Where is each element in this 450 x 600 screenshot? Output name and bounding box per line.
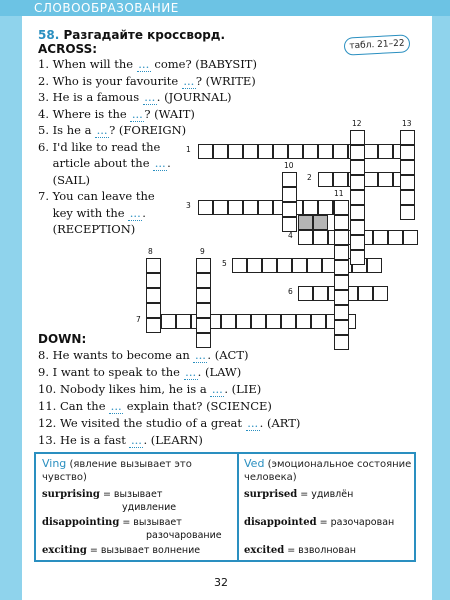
clue-number: 9 <box>200 247 205 256</box>
clue-text: . <box>167 156 171 170</box>
answer-blank[interactable]: ... <box>247 416 259 430</box>
crossword-cell[interactable] <box>161 314 176 329</box>
crossword-cell[interactable] <box>243 200 258 215</box>
clue-line <box>38 156 171 171</box>
crossword-cell[interactable] <box>350 160 365 175</box>
clue-number: 2 <box>307 173 312 182</box>
crossword-cell[interactable] <box>298 286 313 301</box>
crossword-cell[interactable] <box>400 175 415 190</box>
table-row: disappointing = вызывает <box>42 517 182 528</box>
crossword-cell[interactable] <box>311 314 326 329</box>
crossword-cell[interactable] <box>334 230 349 245</box>
clue-text: 2. Who is your favourite <box>38 73 182 88</box>
clue-number: 6 <box>288 287 293 296</box>
crossword-cell[interactable] <box>313 230 328 245</box>
page-number: 32 <box>214 576 228 589</box>
clue-line <box>38 416 300 431</box>
clue-number: 1 <box>186 145 191 154</box>
crossword-cell[interactable] <box>196 318 211 333</box>
clue-line <box>38 365 241 380</box>
crossword-cell[interactable] <box>298 230 313 245</box>
crossword-cell[interactable] <box>277 258 292 273</box>
clue-text: 6. I'd like to read the <box>38 139 161 154</box>
crossword-cell[interactable] <box>400 130 415 145</box>
crossword-cell[interactable] <box>350 220 365 235</box>
clue-line <box>38 433 203 448</box>
ved-key: Ved <box>244 457 265 470</box>
task-title <box>38 28 225 42</box>
crossword-cell-shaded <box>313 215 328 230</box>
clue-text: 13. He is a fast <box>38 433 130 447</box>
answer-blank[interactable]: ... <box>110 399 122 413</box>
clue-number: 5 <box>222 259 227 268</box>
crossword-cell[interactable] <box>146 303 161 318</box>
crossword-cell[interactable] <box>196 288 211 303</box>
clue-text: 9. I want to speak to the <box>38 365 184 379</box>
crossword-cell[interactable] <box>400 145 415 160</box>
crossword-cell[interactable] <box>282 172 297 187</box>
clue-text: 3. He is a famous <box>38 90 143 104</box>
answer-blank[interactable]: ... <box>211 382 223 396</box>
clue-text: ? (FOREIGN) <box>109 123 187 137</box>
ving-key: Ving <box>42 457 67 470</box>
crossword-cell[interactable] <box>273 144 288 159</box>
crossword-cell[interactable] <box>350 145 365 160</box>
clue-line <box>38 189 155 203</box>
crossword-cell[interactable] <box>318 144 333 159</box>
clue-line <box>38 173 90 187</box>
crossword-cell[interactable] <box>196 258 211 273</box>
crossword-cell[interactable] <box>350 190 365 205</box>
crossword-cell[interactable] <box>221 314 236 329</box>
crossword-cell[interactable] <box>176 314 191 329</box>
clue-line <box>38 348 248 363</box>
clue-text: 5. Is he a <box>38 123 96 137</box>
crossword-cell[interactable] <box>350 235 365 250</box>
crossword-cell[interactable] <box>236 314 251 329</box>
crossword-cell[interactable] <box>213 144 228 159</box>
clue-text: . (LAW) <box>197 365 242 379</box>
crossword-cell[interactable] <box>334 260 349 275</box>
crossword-cell[interactable] <box>313 286 328 301</box>
clue-number: 7 <box>136 315 141 324</box>
crossword-cell[interactable] <box>303 144 318 159</box>
clue-text: ? (WAIT) <box>144 106 195 121</box>
clue-line <box>38 206 146 221</box>
table-row: surprising = вызывает <box>42 489 163 500</box>
crossword-cell[interactable] <box>378 144 393 159</box>
crossword-cell[interactable] <box>350 250 365 265</box>
clue-line <box>38 399 272 414</box>
crossword-cell[interactable] <box>258 144 273 159</box>
ving-header <box>42 457 232 484</box>
crossword-cell[interactable] <box>243 144 258 159</box>
answer-blank[interactable]: ... <box>131 106 143 121</box>
crossword-cell[interactable] <box>334 335 349 350</box>
crossword-cell[interactable] <box>282 202 297 217</box>
clue-text: explain that? (SCIENCE) <box>123 399 272 413</box>
clue-text: . (ART) <box>259 416 301 430</box>
crossword-cell[interactable] <box>400 190 415 205</box>
crossword-cell[interactable] <box>232 258 247 273</box>
clue-text: 11. Can the <box>38 399 110 413</box>
ved-desc: (эмоциональное состояние человека) <box>244 459 412 483</box>
table-row: disappointed = разочарован <box>244 517 395 528</box>
clue-number: 10 <box>284 161 294 170</box>
answer-blank[interactable]: ... <box>183 73 195 88</box>
clue-number: 13 <box>402 119 412 128</box>
clue-text: article about the <box>38 156 154 170</box>
crossword-cell[interactable] <box>318 172 333 187</box>
answer-blank[interactable]: ... <box>154 156 166 170</box>
clue-text: 4. Where is the <box>38 106 131 121</box>
crossword-cell[interactable] <box>334 275 349 290</box>
crossword-cell[interactable] <box>373 230 388 245</box>
crossword-cell[interactable] <box>350 130 365 145</box>
crossword-cell[interactable] <box>303 200 318 215</box>
crossword-cell[interactable] <box>247 258 262 273</box>
crossword-cell[interactable] <box>251 314 266 329</box>
crossword-cell[interactable] <box>213 200 228 215</box>
crossword-cell[interactable] <box>334 320 349 335</box>
clue-line <box>38 123 186 138</box>
crossword-cell[interactable] <box>334 305 349 320</box>
crossword-cell[interactable] <box>318 200 333 215</box>
clue-text: (RECEPTION) <box>38 222 136 236</box>
crossword-cell[interactable] <box>266 314 281 329</box>
answer-blank[interactable]: ... <box>194 348 206 362</box>
clue-text: 12. We visited the studio of a great <box>38 416 246 430</box>
table-row: surprised = удивлён <box>244 489 354 500</box>
clue-text: . (LEARN) <box>143 433 203 447</box>
crossword-cell[interactable] <box>350 205 365 220</box>
crossword-cell[interactable] <box>334 245 349 260</box>
crossword-cell[interactable] <box>378 172 393 187</box>
crossword-cell[interactable] <box>403 230 418 245</box>
clue-number: 3 <box>186 201 191 210</box>
answer-blank[interactable]: ... <box>131 433 142 447</box>
clue-text: . (ACT) <box>207 348 249 362</box>
crossword-cell[interactable] <box>146 258 161 273</box>
crossword-cell[interactable] <box>262 258 277 273</box>
clue-text: . (JOURNAL) <box>156 90 232 104</box>
clue-text: ? (WRITE) <box>195 73 256 88</box>
crossword-cell[interactable] <box>198 200 213 215</box>
crossword-cell[interactable] <box>281 314 296 329</box>
clue-line <box>38 90 231 105</box>
clue-text: 8. He wants to become an <box>38 348 194 362</box>
answer-blank[interactable]: ... <box>96 123 108 137</box>
section-header: СЛОВООБРАЗОВАНИЕ <box>0 0 450 16</box>
crossword-cell[interactable] <box>196 333 211 348</box>
answer-blank[interactable]: ... <box>129 205 141 220</box>
crossword-cell-shaded <box>298 215 313 230</box>
table-row: удивление <box>122 502 177 513</box>
crossword-cell[interactable] <box>334 290 349 305</box>
crossword-cell[interactable] <box>400 160 415 175</box>
clue-number: 12 <box>352 119 362 128</box>
crossword-cell[interactable] <box>358 286 373 301</box>
crossword-cell[interactable] <box>363 144 378 159</box>
table-row: excited = взволнован <box>244 545 356 556</box>
crossword-cell[interactable] <box>146 318 161 333</box>
clue-text: (SAIL) <box>38 172 90 187</box>
table-row: exciting = вызывает волнение <box>42 545 201 556</box>
clue-number: 4 <box>288 231 293 240</box>
crossword-cell[interactable] <box>282 217 297 232</box>
crossword-cell[interactable] <box>334 215 349 230</box>
clue-number: 11 <box>334 189 344 198</box>
task-number: 58. <box>38 28 60 42</box>
crossword-cell[interactable] <box>400 205 415 220</box>
word-formation-table <box>34 452 416 562</box>
crossword-cell[interactable] <box>228 144 243 159</box>
crossword-cell[interactable] <box>350 175 365 190</box>
clue-line <box>38 107 195 122</box>
crossword-cell[interactable] <box>146 273 161 288</box>
clue-text: . (LIE) <box>224 382 262 396</box>
crossword-cell[interactable] <box>288 144 303 159</box>
crossword-cell[interactable] <box>373 286 388 301</box>
task-instruction: Разгадайте кроссворд. <box>63 28 226 42</box>
clue-line <box>38 382 261 397</box>
crossword-cell[interactable] <box>196 303 211 318</box>
ved-header <box>244 457 414 484</box>
clue-text: 7. You can leave the <box>38 189 155 203</box>
crossword-cell[interactable] <box>146 288 161 303</box>
clue-text: . <box>142 205 146 220</box>
answer-blank[interactable]: ... <box>138 57 150 71</box>
table-row: разочарование <box>146 530 222 541</box>
crossword-cell[interactable] <box>228 200 243 215</box>
crossword-cell[interactable] <box>198 144 213 159</box>
clue-line <box>38 222 135 236</box>
crossword-cell[interactable] <box>307 258 322 273</box>
crossword-cell[interactable] <box>367 258 382 273</box>
ving-desc: (явление вызывает это чувство) <box>42 459 192 483</box>
crossword-cell[interactable] <box>292 258 307 273</box>
crossword-cell[interactable] <box>282 187 297 202</box>
reference-badge: табл. 21–22 <box>344 34 411 55</box>
crossword-cell[interactable] <box>296 314 311 329</box>
crossword-cell[interactable] <box>363 172 378 187</box>
crossword-cell[interactable] <box>258 200 273 215</box>
clue-line <box>38 74 256 89</box>
clue-line <box>38 140 160 154</box>
crossword-cell[interactable] <box>333 172 348 187</box>
clue-text: come? (BABYSIT) <box>150 57 257 71</box>
down-title: DOWN: <box>38 332 87 346</box>
table-divider <box>237 454 239 560</box>
clue-number: 8 <box>148 247 153 256</box>
crossword-cell[interactable] <box>334 200 349 215</box>
answer-blank[interactable]: ... <box>185 365 197 379</box>
answer-blank[interactable]: ... <box>144 90 156 104</box>
clue-text: 1. When will the <box>38 57 137 71</box>
clue-text: key with the <box>38 205 129 220</box>
crossword-cell[interactable] <box>196 273 211 288</box>
crossword-cell[interactable] <box>388 230 403 245</box>
clue-line <box>38 57 257 72</box>
crossword-cell[interactable] <box>333 144 348 159</box>
clue-text: 10. Nobody likes him, he is a <box>38 382 211 396</box>
across-title: ACROSS: <box>38 42 98 56</box>
